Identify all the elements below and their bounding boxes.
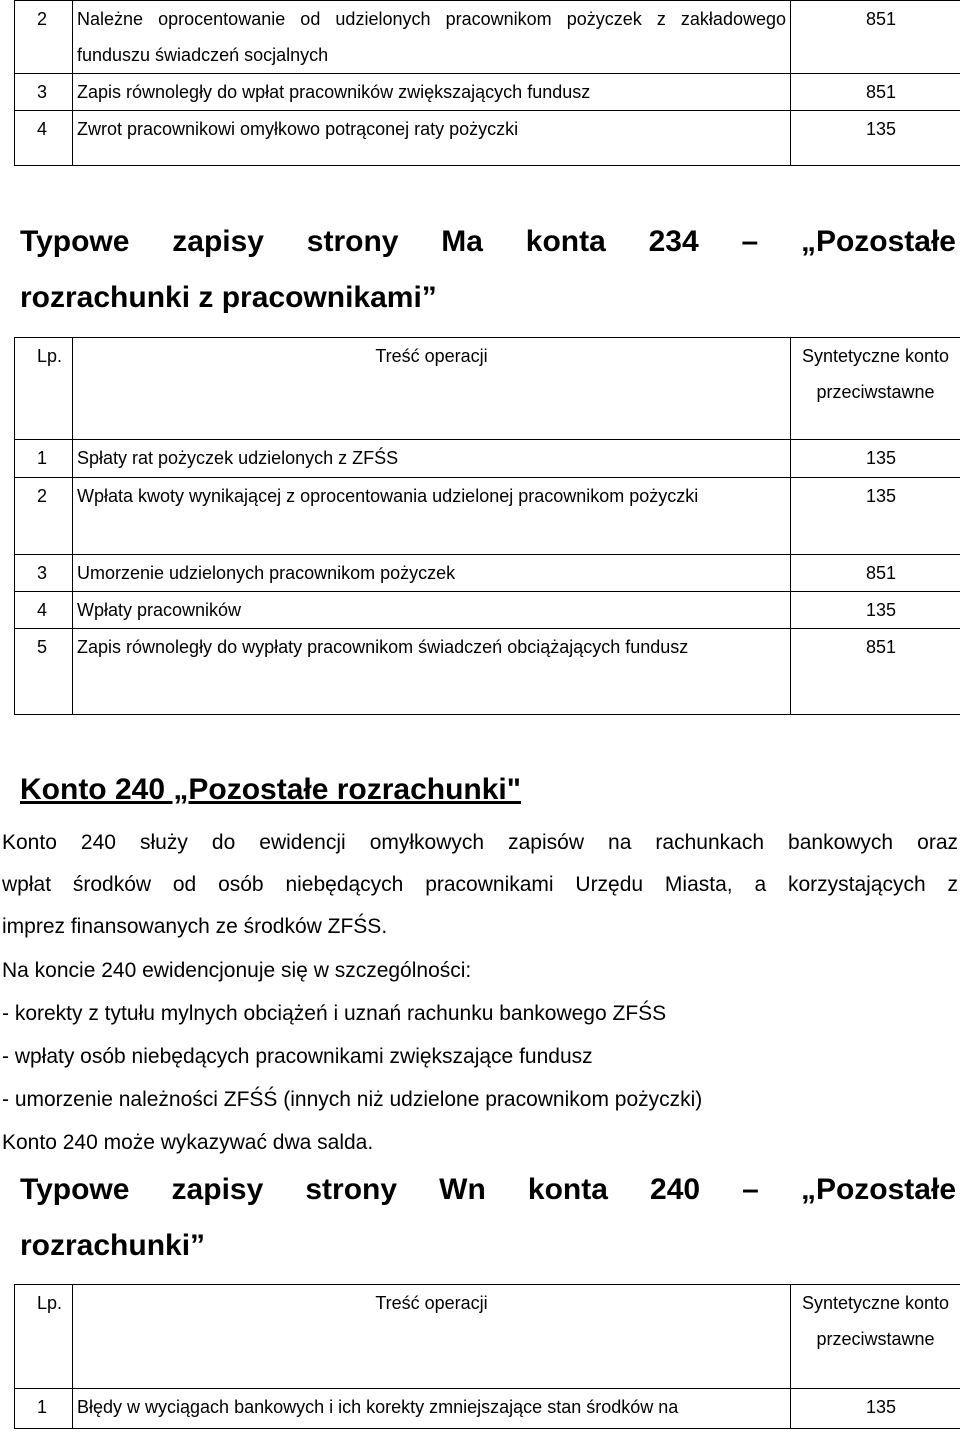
account-cell: 851 <box>791 74 960 111</box>
description-cell: Wpłaty pracowników <box>73 592 791 629</box>
konto-240-closing: Konto 240 może wykazywać dwa salda. <box>2 1131 374 1154</box>
description-cell: Błędy w wyciągach bankowych i ich korekty zmniejszające stan środków na <box>73 1389 791 1429</box>
lp-cell: 5 <box>15 629 73 715</box>
table-row <box>15 111 960 166</box>
account-cell: 851 <box>791 555 960 592</box>
list-item: - umorzenie należności ZFŚŚ (innych niż udzielone pracownikom pożyczki) <box>2 1088 703 1111</box>
paragraph-line: imprez finansowanych ze środków ZFŚS. <box>2 915 388 938</box>
section-heading-ma-234 <box>20 214 956 326</box>
lp-cell: 4 <box>15 592 73 629</box>
table-wn-240 <box>14 1284 960 1429</box>
header-account: Syntetyczne konto przeciwstawne <box>791 338 960 440</box>
table-wn-234-continued <box>14 0 960 166</box>
description-cell: Wpłata kwoty wynikającej z oprocentowania udzielonej pracownikom pożyczki <box>73 478 791 555</box>
lp-cell: 3 <box>15 74 73 111</box>
konto-240-heading: Konto 240 „Pozostałe rozrachunki" <box>20 773 521 806</box>
heading-line: Typowe zapisy strony Wn konta 240 – „Pozostałe <box>20 1173 956 1206</box>
paragraph-line: wpłat środków od osób niebędących pracownikami Urzędu Miasta, a korzystających z <box>2 873 958 896</box>
list-item: - wpłaty osób niebędących pracownikami zwiększające fundusz <box>2 1045 593 1068</box>
table-row <box>15 629 960 715</box>
heading-line: rozrachunki” <box>20 1229 206 1262</box>
lp-cell: 4 <box>15 111 73 166</box>
description-cell: Zapis równoległy do wpłat pracowników zwiększających fundusz <box>73 74 791 111</box>
table-header-row <box>15 1285 960 1389</box>
table-header-row <box>15 338 960 440</box>
account-cell: 135 <box>791 1389 960 1429</box>
table-row <box>15 478 960 555</box>
section-heading-wn-240 <box>20 1162 956 1274</box>
table-row <box>15 440 960 478</box>
heading-line: Typowe zapisy strony Ma konta 234 – „Pozostałe <box>20 225 956 258</box>
account-cell: 135 <box>791 111 960 166</box>
lp-cell: 2 <box>15 478 73 555</box>
table-row <box>15 1 960 74</box>
lp-cell: 1 <box>15 440 73 478</box>
paragraph-line: Konto 240 służy do ewidencji omyłkowych zapisów na rachunkach bankowych oraz <box>2 831 958 854</box>
table-row <box>15 555 960 592</box>
account-cell: 851 <box>791 1 960 74</box>
lp-cell: 1 <box>15 1389 73 1429</box>
table-ma-234 <box>14 337 960 715</box>
description-cell: Należne oprocentowanie od udzielonych pracownikom pożyczek z zakładowego funduszu świadczeń socjalnych <box>73 1 791 74</box>
list-item: - korekty z tytułu mylnych obciążeń i uznań rachunku bankowego ZFŚS <box>2 1002 667 1025</box>
header-lp: Lp. <box>15 1285 73 1389</box>
table-row <box>15 592 960 629</box>
heading-line: rozrachunki z pracownikami” <box>20 281 437 314</box>
account-cell: 135 <box>791 440 960 478</box>
description-cell: Zwrot pracownikowi omyłkowo potrąconej raty pożyczki <box>73 111 791 166</box>
table-row <box>15 1389 960 1429</box>
konto-240-intro <box>2 822 958 948</box>
account-cell: 135 <box>791 592 960 629</box>
description-cell: Umorzenie udzielonych pracownikom pożyczek <box>73 555 791 592</box>
konto-240-lead: Na koncie 240 ewidencjonuje się w szczególności: <box>2 959 472 982</box>
lp-cell: 2 <box>15 1 73 74</box>
account-cell: 851 <box>791 629 960 715</box>
header-description: Treść operacji <box>73 338 791 440</box>
table-row <box>15 74 960 111</box>
description-cell: Spłaty rat pożyczek udzielonych z ZFŚS <box>73 440 791 478</box>
description-cell: Zapis równoległy do wypłaty pracownikom świadczeń obciążających fundusz <box>73 629 791 715</box>
header-description: Treść operacji <box>73 1285 791 1389</box>
lp-cell: 3 <box>15 555 73 592</box>
account-cell: 135 <box>791 478 960 555</box>
header-account: Syntetyczne konto przeciwstawne <box>791 1285 960 1389</box>
header-lp: Lp. <box>15 338 73 440</box>
